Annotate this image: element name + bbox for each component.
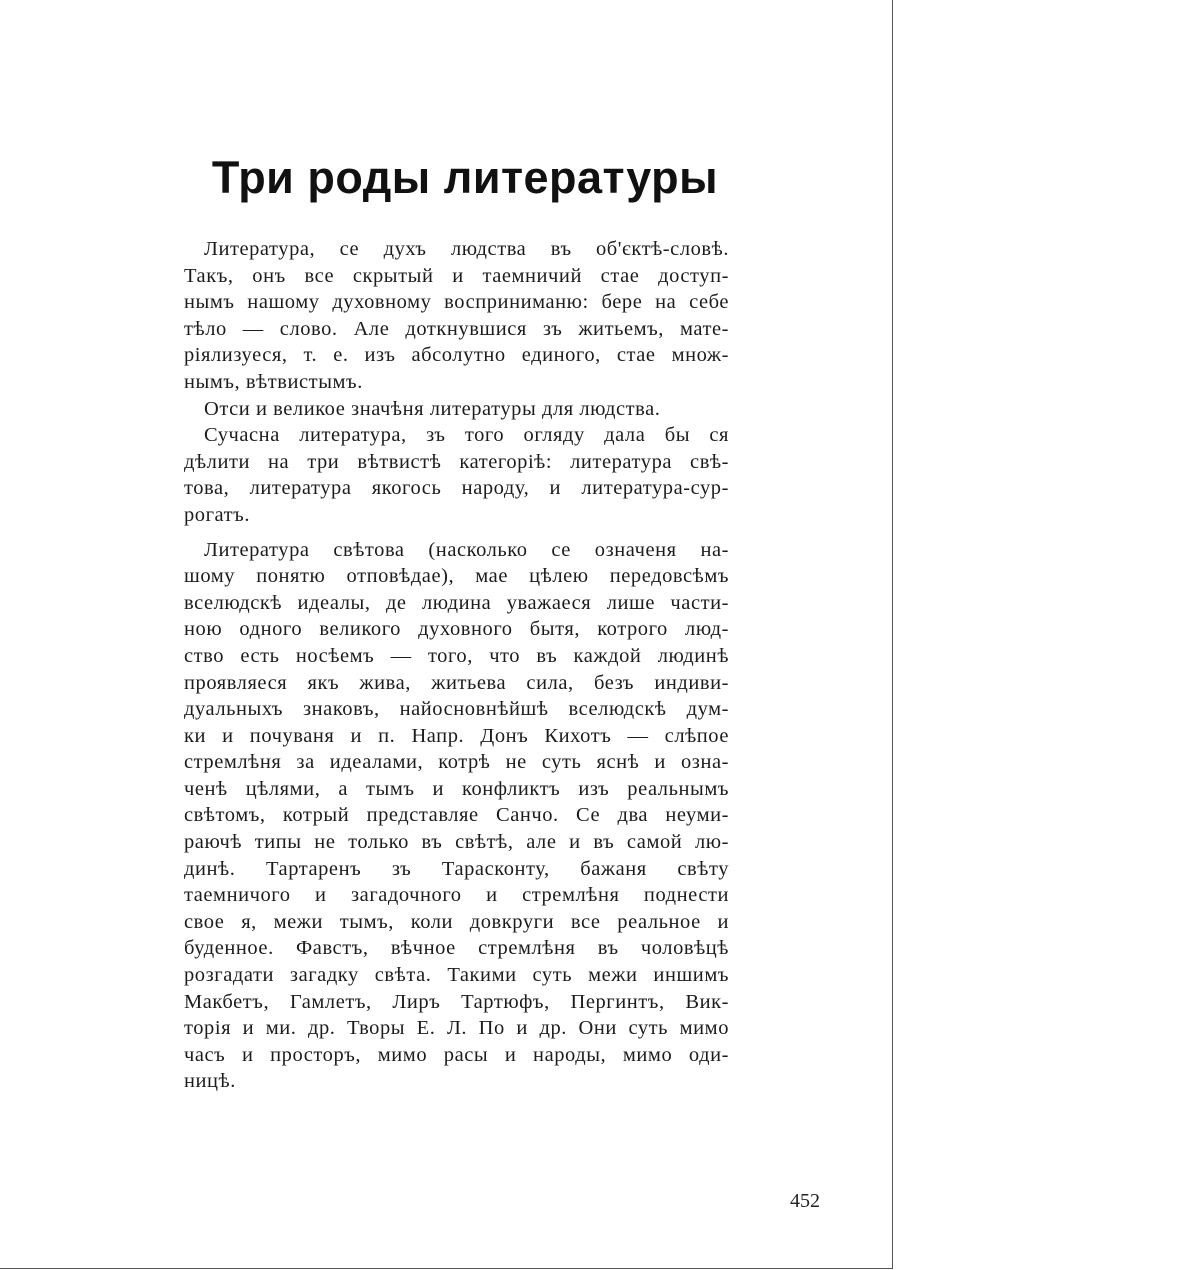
text-line: раючѣ типы не только въ свѣтѣ, але и въ самой лю-	[184, 831, 729, 854]
text-line: ріялизуеся, т. е. изъ абсолутно единого, стае множ-	[184, 344, 729, 367]
text-line: това, литература якогось народу, и литература-сур-	[184, 477, 729, 500]
text-line: нымъ, вѣтвистымъ.	[184, 370, 363, 393]
text-line: ки и почуваня и п. Напр. Донъ Кихотъ — слѣпое	[184, 724, 729, 747]
text-line: Литература свѣтова (насколько се означеня на-	[204, 538, 729, 561]
text-line: ченѣ цѣлями, а тымъ и конфликтъ изъ реальнымъ	[184, 777, 729, 800]
text-line: торія и ми. др. Творы Е. Л. По и др. Они суть мимо	[184, 1017, 729, 1040]
text-line: дѣлити на три вѣтвистѣ категоріѣ: литература свѣ-	[184, 450, 729, 473]
text-line: нымъ нашому духовному восприниманю: бере на себе	[184, 291, 729, 314]
paragraph	[184, 396, 729, 423]
text-line: буденное. Фавстъ, вѣчное стремлѣня въ чоловѣцѣ	[184, 937, 729, 960]
text-line: Макбетъ, Гамлетъ, Лиръ Тартюфъ, Пергинтъ, Вик-	[184, 990, 729, 1013]
text-line: рогатъ.	[184, 503, 251, 526]
text-line: ною одного великого духовного бытя, котрого люд-	[184, 618, 729, 641]
text-line: вселюдскѣ идеалы, де людина уважаеся лише части-	[184, 591, 729, 614]
text-line: Сучасна литература, зъ того огляду дала бы ся	[204, 424, 729, 447]
text-line: ницѣ.	[184, 1070, 236, 1093]
text-line: стремлѣня за идеалами, котрѣ не суть яснѣ и озна-	[184, 751, 729, 774]
text-line: ство есть носѣемъ — того, что въ каждой людинѣ	[184, 644, 729, 667]
text-line: динѣ. Тартаренъ зъ Тарасконту, бажаня свѣту	[184, 857, 729, 880]
paragraph	[184, 422, 729, 528]
text-line: Такъ, онъ все скрытый и таемничий стае доступ-	[184, 264, 729, 287]
text-line: розгадати загадку свѣта. Такими суть межи иншимъ	[184, 964, 729, 987]
page-number: 452	[790, 1190, 820, 1212]
text-line: таемничого и загадочного и стремлѣня поднести	[184, 884, 729, 907]
text-line: шому понятю отповѣдае), мае цѣлею передовсѣмъ	[184, 565, 729, 588]
text-line: часъ и просторъ, мимо расы и народы, мимо оди-	[184, 1043, 729, 1066]
text-line: тѣло — слово. Але доткнувшися зъ житьемъ, мате-	[184, 317, 729, 340]
text-line: дуальныхъ знаковъ, найосновнѣйшѣ вселюдскѣ дум-	[184, 698, 729, 721]
paragraph	[184, 236, 729, 396]
text-line: проявляеся якъ жива, житьева сила, безъ индиви-	[184, 671, 729, 694]
paragraph	[184, 537, 729, 1095]
body-text	[184, 236, 729, 1095]
text-line: Отси и великое значѣня литературы для людства.	[204, 397, 661, 420]
page-title: Три роды литературы	[211, 152, 719, 203]
text-line: свое я, межи тымъ, коли довкруги все реальное и	[184, 910, 729, 933]
text-line: свѣтомъ, котрый представляе Санчо. Се два неуми-	[184, 804, 729, 827]
text-line: Литература, се духъ людства въ об'єктѣ-словѣ.	[204, 238, 729, 260]
